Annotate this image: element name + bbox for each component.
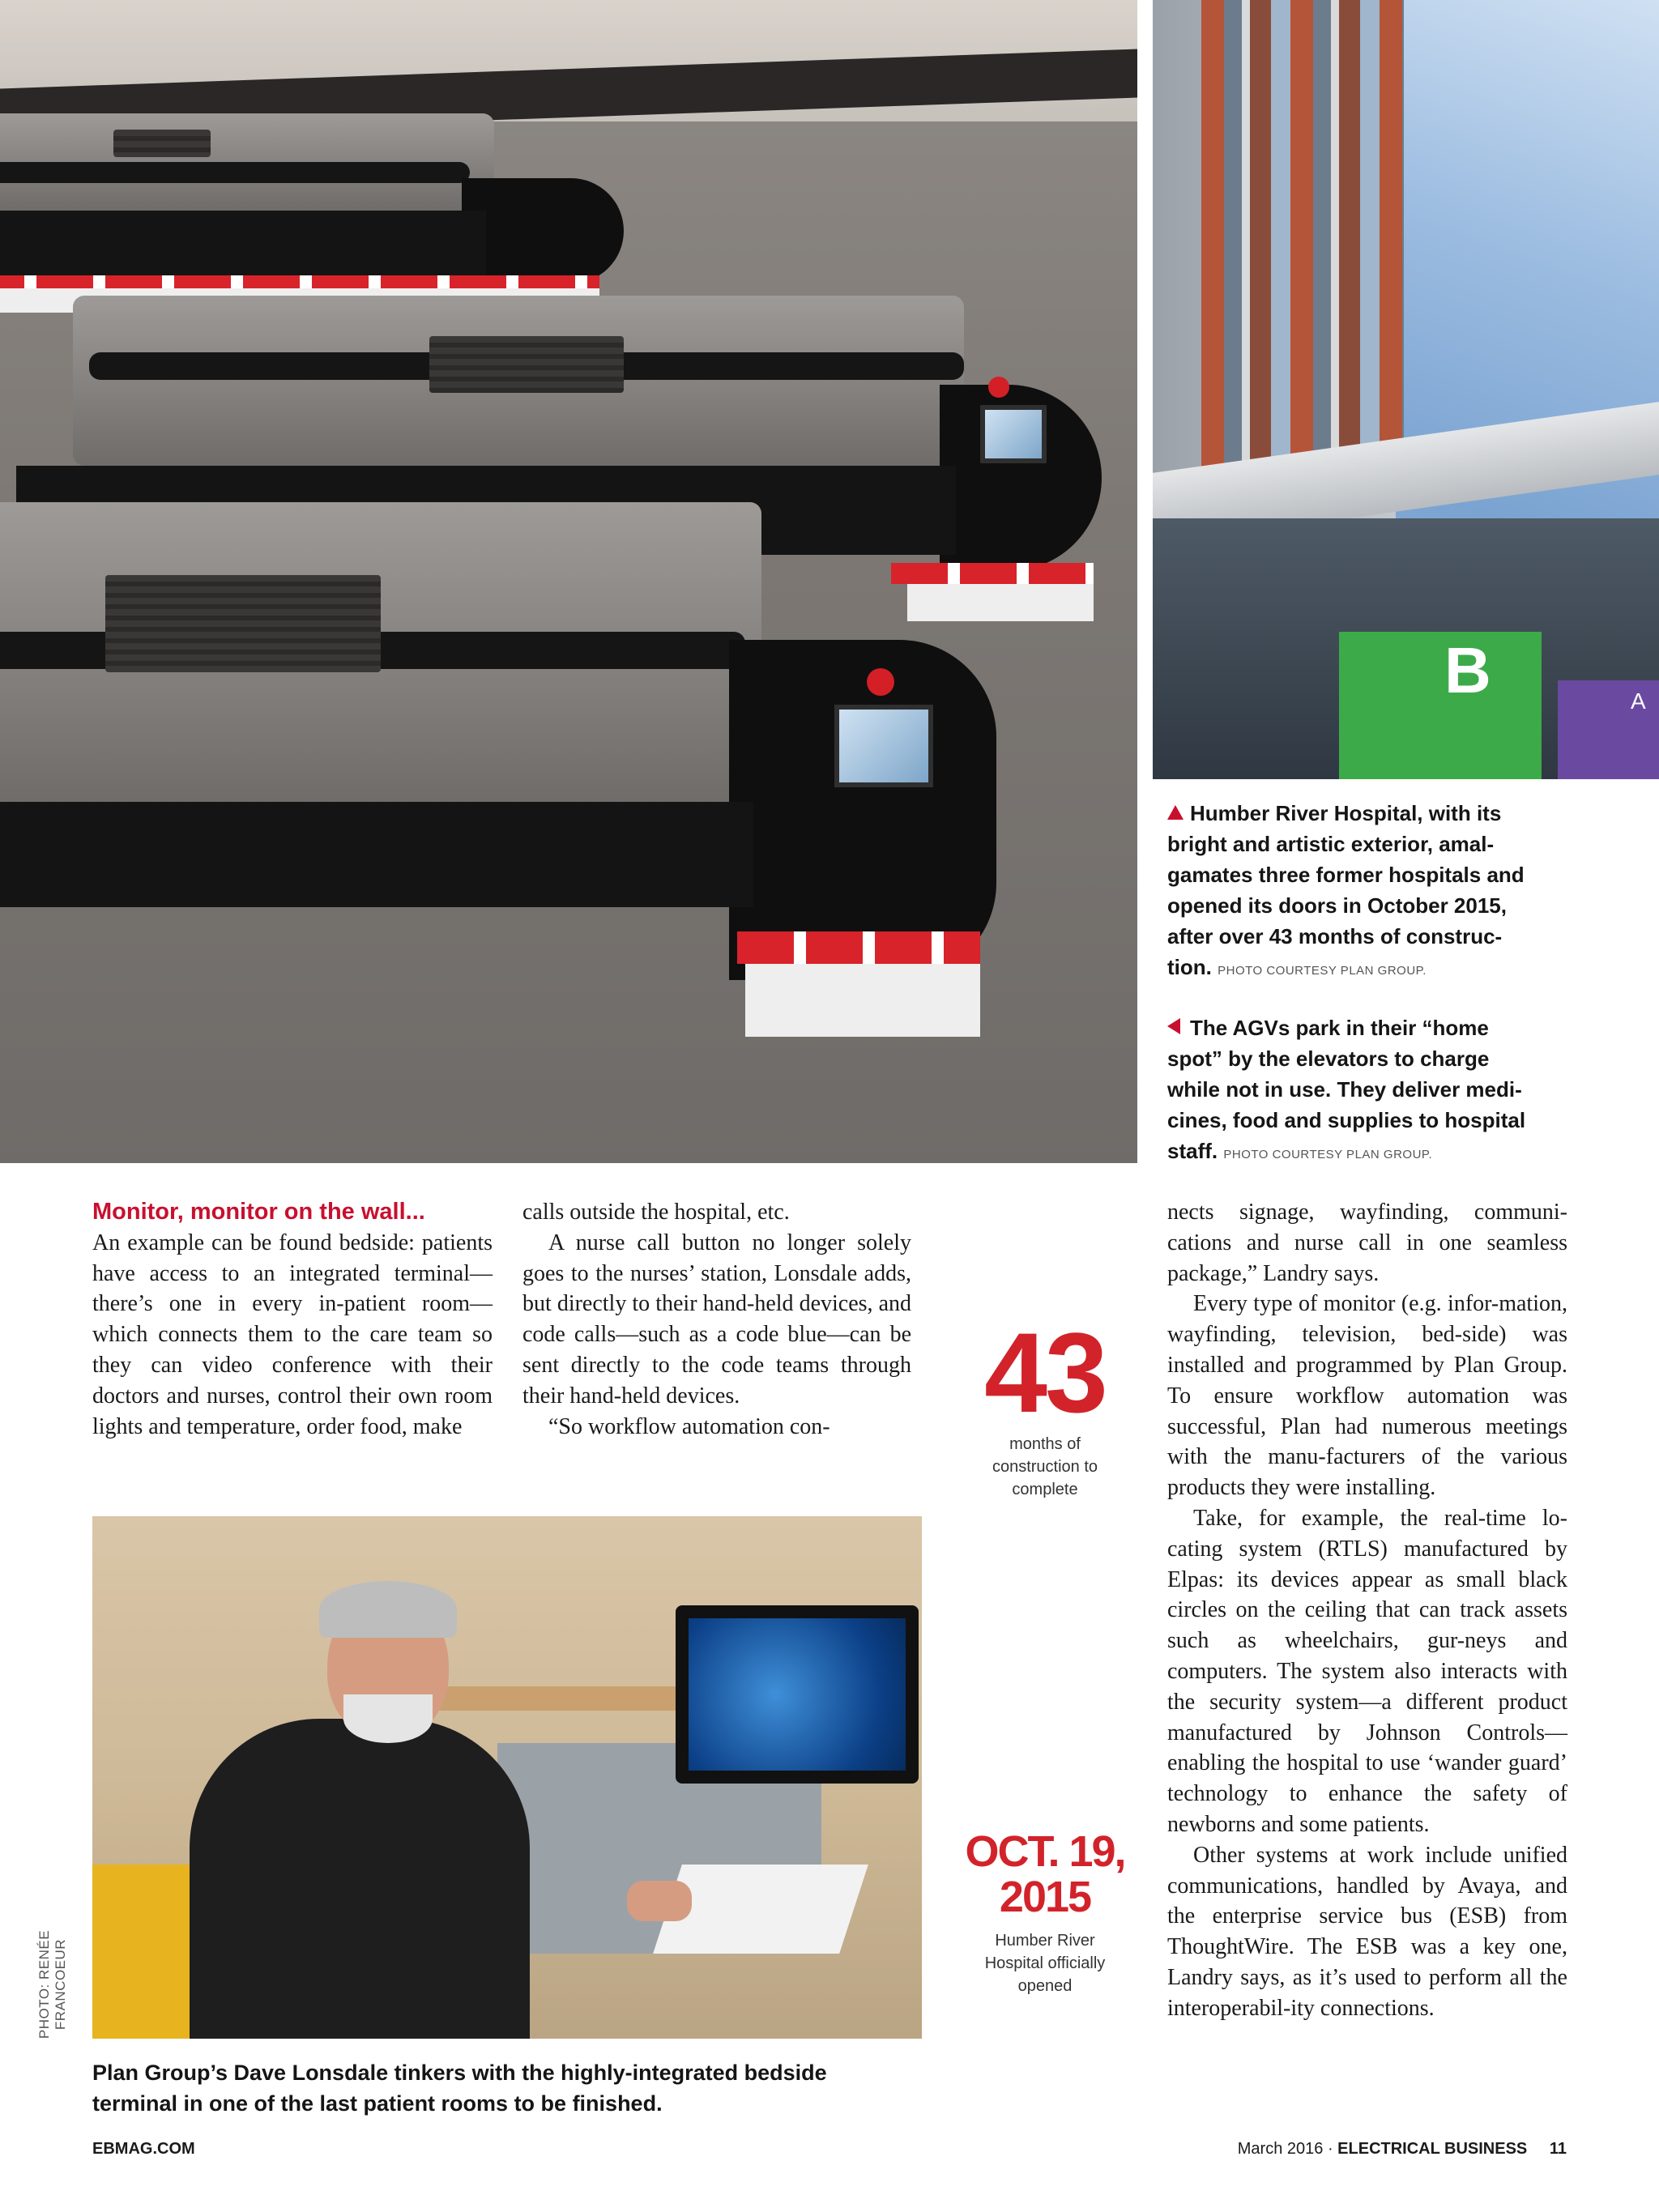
agv-cart-back xyxy=(0,113,632,324)
hospital-photo xyxy=(1153,0,1659,779)
section-subhead: Monitor, monitor on the wall... xyxy=(92,1199,425,1225)
person-beard xyxy=(343,1694,433,1743)
col1-paragraph: An example can be found bedside: patients have access to an integrated terminal—there’s one in every in-patient room—which connects them to the care team so they can video conference with their doctors and nurses, control their own room lights and temperature, order food, make xyxy=(92,1230,493,1439)
hospital-photo-credit: PHOTO COURTESY PLAN GROUP. xyxy=(1218,964,1427,978)
article-column-2 xyxy=(522,1197,911,1442)
col3-paragraph-1: nects signage, wayfinding, communi-cations and nurse call in one seamless package,” Landry says. xyxy=(1167,1200,1567,1286)
stat-months-value: 43 xyxy=(984,1309,1106,1436)
sign-letter-b: B xyxy=(1444,634,1491,706)
article-column-1 xyxy=(92,1197,493,1442)
agv-cart-front xyxy=(0,502,1004,1085)
col2-paragraph-2: A nurse call button no longer solely goes to the nurses’ station, Lonsdale adds, but directly to their hand-held devices, and code calls—such as a code blue—can be sent directly to the code teams through their hand-held devices. xyxy=(522,1230,911,1409)
triangle-up-icon xyxy=(1167,805,1183,820)
footer-magazine: ELECTRICAL BUSINESS xyxy=(1337,2140,1528,2158)
footer-date: March 2016 xyxy=(1237,2140,1324,2158)
agv-photo xyxy=(0,0,1137,1163)
person-body xyxy=(190,1719,530,2039)
facade-panels xyxy=(1201,0,1404,502)
col2-paragraph-1: calls outside the hospital, etc. xyxy=(522,1200,790,1225)
portrait-caption: Plan Group’s Dave Lonsdale tinkers with the highly-integrated bedside terminal in one of the last patient rooms to be finished. xyxy=(92,2061,827,2116)
col3-paragraph-4: Other systems at work include unified communications, handled by Avaya, and the enterprise service bus (ESB) from ThoughtWire. The ESB was a key one, Landry says, as it’s used to perform all the interoperabil-ity connections. xyxy=(1167,1842,1567,2021)
footer-page-number: 11 xyxy=(1549,2140,1567,2158)
portrait-photo-credit: PHOTO: RENÉE FRANCOEUR xyxy=(36,1929,68,2039)
sign-letter-a: A xyxy=(1631,688,1646,714)
col3-paragraph-2: Every type of monitor (e.g. infor-mation, wayfinding, television, bed-side) was installed and programmed by Plan Group. To ensure workflow automation was successful, Plan had numerous meetings with the manu-facturers of the various products they were installing. xyxy=(1167,1291,1567,1501)
article-column-3 xyxy=(1167,1197,1567,2024)
footer-right xyxy=(1238,2140,1567,2159)
yellow-bin xyxy=(92,1865,190,2039)
stat-opened-value: OCT. 19, 2015 xyxy=(965,1827,1125,1921)
stat-opened xyxy=(944,1829,1146,1997)
monitor xyxy=(676,1605,919,1784)
triangle-left-icon xyxy=(1167,1018,1180,1034)
person-hand xyxy=(627,1881,692,1921)
stat-opened-label: Humber River Hospital officially opened xyxy=(984,1932,1106,1995)
portrait-photo xyxy=(92,1516,922,2039)
agv-photo-credit: PHOTO COURTESY PLAN GROUP. xyxy=(1223,1148,1433,1161)
agv-caption: The AGVs park in their “home spot” by the elevators to charge while not in use. They deliver medi- cines, food and supplies to hospital staff. PHOTO COURTESY PLAN GROUP. xyxy=(1167,1016,1526,1163)
stat-months xyxy=(948,1309,1142,1501)
footer-site[interactable]: EBMAG.COM xyxy=(92,2140,195,2158)
col3-paragraph-3: Take, for example, the real-time lo-cating system (RTLS) manufactured by Elpas: its devices appear as small black circles on the ceiling that can track assets such as wheelchairs, gur-neys and computers. The system also interacts with the security system—a different product manufactured by Johnson Controls—enabling the hospital to use ‘wander guard’ technology to enhance the safety of newborns and some patients. xyxy=(1167,1505,1567,1837)
green-sign-panel xyxy=(1339,632,1542,779)
footer-separator: · xyxy=(1327,2140,1333,2158)
col2-paragraph-3: “So workflow automation con- xyxy=(548,1413,830,1439)
person-hair xyxy=(319,1581,457,1638)
stat-months-label: months of construction to complete xyxy=(992,1435,1098,1498)
hospital-caption: Humber River Hospital, with its bright and artistic exterior, amal- gamates three former hospitals and opened its doors in October 2015, after over 43 months of construc- tion. PHOTO COURTESY PLAN GROUP. xyxy=(1167,801,1525,979)
